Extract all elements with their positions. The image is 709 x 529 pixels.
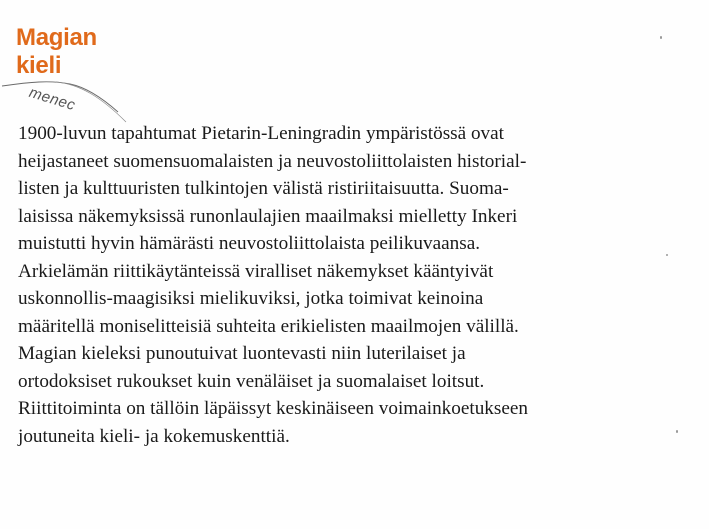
body-line: muistutti hyvin hämärästi neuvostoliittolaista peilikuvaansa. [18, 233, 481, 254]
body-line: laisissa näkemyksissä runonlaulajien maailmaksi mielletty Inkeri [18, 205, 518, 227]
body-line: Riittitoiminta on tällöin läpäissyt keskinäiseen voimainkoetukseen [18, 398, 528, 419]
signature-text: menec [27, 84, 78, 115]
body-line: ortodoksiset rukoukset kuin venäläiset ja suomalaiset loitsut. [18, 370, 485, 392]
body-line: joutuneita kieli- ja kokemuskenttiä. [18, 425, 290, 447]
body-paragraph [18, 120, 708, 450]
body-line: määritellä moniselitteisiä suhteita erikielisten maailmojen välillä. [18, 315, 519, 337]
title-line-2: kieli [16, 52, 62, 79]
scan-speck [676, 430, 678, 433]
scan-speck [666, 254, 668, 256]
body-line: Magian kieleksi punoutuivat luontevasti niin luterilaiset ja [18, 343, 466, 364]
body-line: 1900-luvun tapahtumat Pietarin-Leningradin ympäristössä ovat [18, 123, 504, 144]
body-line: listen ja kulttuuristen tulkintojen välistä ristiriitaisuutta. Suoma- [18, 178, 509, 199]
body-line: Arkielämän riittikäytänteissä viralliset näkemykset kääntyivät [18, 260, 494, 282]
body-line: heijastaneet suomensuomalaisten ja neuvostoliittolaisten historial- [18, 150, 527, 172]
body-line: uskonnollis-maagisiksi mielikuviksi, jotka toimivat keinoina [18, 288, 484, 309]
scan-speck [660, 36, 662, 39]
title-line-1: Magian [16, 24, 97, 51]
page-title [16, 24, 97, 80]
